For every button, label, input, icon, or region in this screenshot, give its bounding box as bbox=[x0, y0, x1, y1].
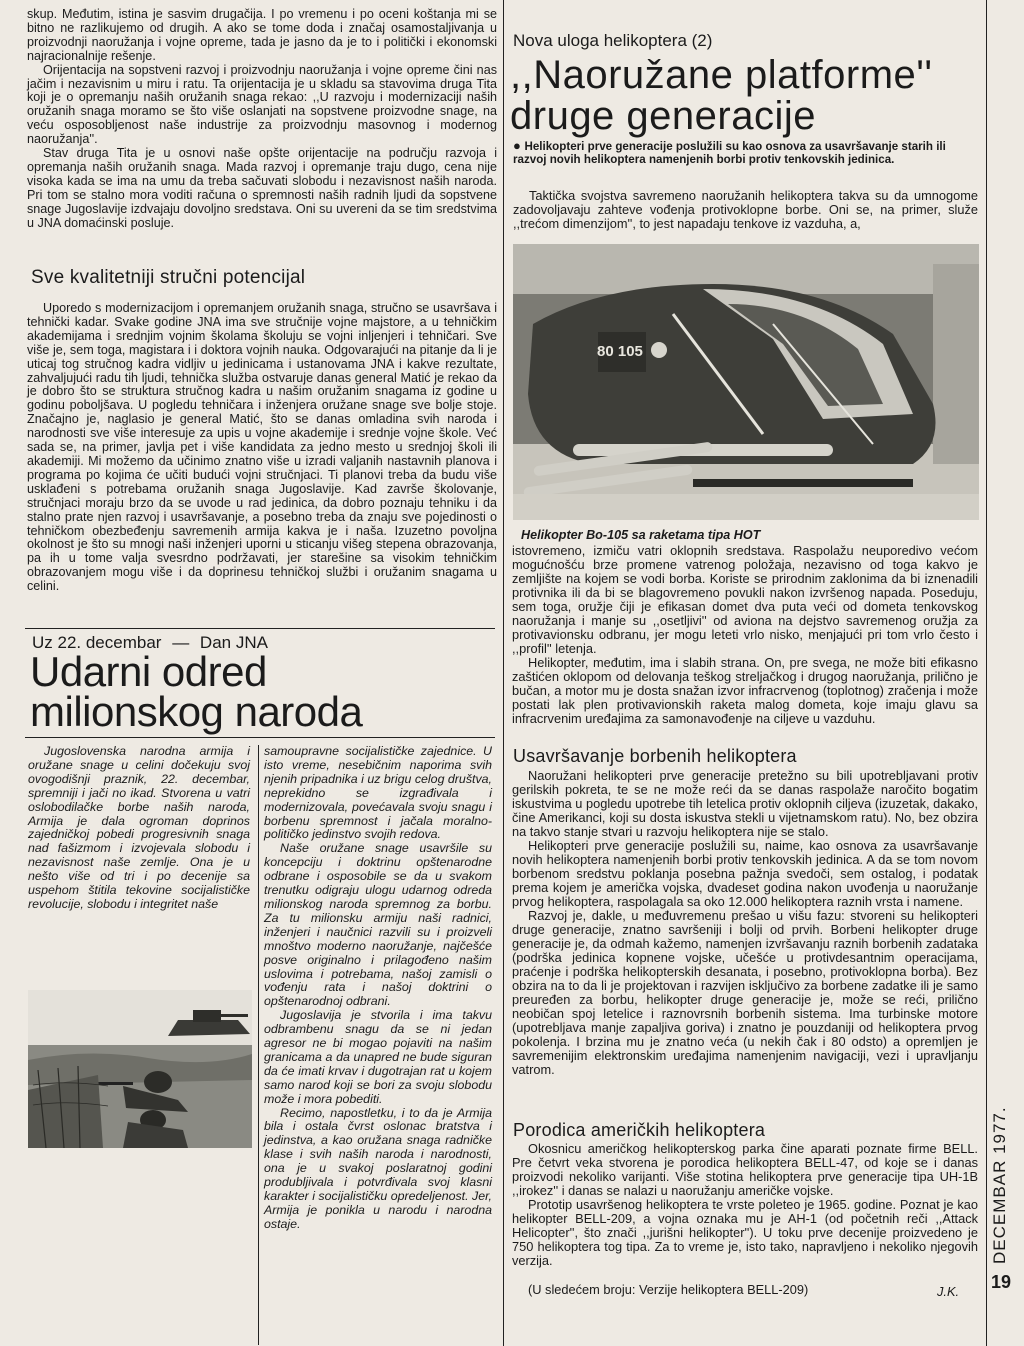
left-column-subtext bbox=[27, 302, 497, 594]
heli-body bbox=[512, 544, 978, 726]
lead-block bbox=[513, 140, 978, 166]
author-signature: J.K. bbox=[937, 1284, 960, 1299]
lead-text: Helikopteri prve generacije poslužili su kao osnova za usavršavanje starih ili razvoj novih helikoptera namenjenih borbi protiv tenkovskih jedinica. bbox=[513, 140, 946, 166]
paragraph: Okosnicu američkog helikopterskog parka čine aparati poznate firme BELL. Pre četvrt veka stvorena je porodica helikoptera BELL-47, od koje se i danas proizvodi nekoliko varijanti. Više stotina helikoptera prve generacije tipa UH-1B ,,irokez'' i danas se nalazi u naoružanju američke vojske. bbox=[512, 1141, 978, 1198]
photo-marking: 80 105 bbox=[597, 343, 643, 360]
page-number: 19 bbox=[991, 1272, 1012, 1292]
paragraph: Uporedo s modernizacijom i opremanjem oružanih snaga, stručno se usavršava i tehnički kadar. Svake godine JNA ima sve stručnije vojne majstore, a u tehničkim akademijama i srednjim vojnim školama školuju se vojni inljenjeri i tehničari. Sve više je, sem toga, magistara i i doktora vojnih nauka. Odgovarajući na pitanje da li je uticaj tog stručnog kadra vidljiv u jedinicama i ustanovama JNA i kakve rezultate, zahvaljujući radu tih ljudi, tehnička služba ostvaruje danas general Matić je rekao da je dobro što se struktura stručnog kadra u našim oružanim snagama iz godine u godinu poboljšava. U pogledu tehničara i inženjera oružane snage sve bolje stoje. Značajno je, naglasio je general Matić, što se danas omladina svih naroda i narodnosti sve više interesuje za upis u vojne akademije i srednje vojne škole. Već sada se, na primer, javlja pet i više kandidata za jedno mesto u srednjoj školi ili akademiji. Mi možemo da učinimo znatno više u izradi valjanih nastavnih planova i programa po kojima će učiti budući vojni stručnjaci. Ti planovi treba da budu više usklađeni s potrebama oružanih snaga Jugoslavije. Kad završe školovanje, stručnjaci moraju brzo da se uvode u rad jedinica, da dobro poznaju tehniku i da stalno prate njen razvoj i usavršavanje, a posebno treba da znaju sve pojedinosti o tehničkom obezbeđenju savremenih armija kakva je i naša. Izuzetno povoljna okolnost je što su mnogi naši inženjeri uporni u sticanju višeg stepena obrazovanja, pa ih u tome valja svesrdno podržavati, jer starešine sa visokim tehničkim obrazovanjem mogu više i da doprinesu tehničkoj službi i oružanim snagama u celini. bbox=[27, 301, 497, 594]
margin-divider bbox=[986, 0, 987, 1346]
photo-caption: Helikopter Bo-105 sa raketama tipa HOT bbox=[521, 528, 761, 542]
heli-title bbox=[510, 54, 933, 136]
heli-body-2 bbox=[512, 769, 978, 1077]
kicker-day: Dan JNA bbox=[199, 633, 268, 652]
jna-bottom-rule bbox=[25, 737, 495, 738]
subheading: Usavršavanje borbenih helikoptera bbox=[513, 746, 797, 766]
issue-date: DECEMBAR 1977. bbox=[990, 1106, 1009, 1264]
jna-column-2 bbox=[264, 745, 492, 1232]
helicopter-image bbox=[513, 244, 979, 520]
column-divider bbox=[503, 0, 504, 1346]
paragraph: Recimo, napostletku, i to da je Armija bila i ostala čvrst oslonac bratstva i jedinstva, a kao oružana snaga radničke klase i svih naših naroda i narodnosti, ona je u svakoj poslaratnoj godini produbljivala i potvrđivala svoj klasni karakter i socijalističku opredeljenost. Jer, Armija je ponikla u narodu i narodna ostaje. bbox=[264, 1105, 492, 1231]
paragraph: Jugoslovenska narodna armija i oružane snage u celini dočekuju svoj ovogodišnji praznik, 22. decembar, spremniji i jači no ikad. Stvorena u vatri oslobodilačke borbe naših naroda, Armija je dala ogroman doprinos zajedničkoj pobedi progresivnih snaga nad fašizmom i izvojevala slobodu i nezavisnost naše zemlje. Ona je u nešto više od tri i po decenije sa uspehom štitila tekovine socijalističke revolucije, slobodu i integritet naše bbox=[28, 744, 250, 911]
bullet-icon: ● bbox=[513, 138, 525, 153]
helicopter-photo bbox=[513, 244, 979, 520]
title-line: ,,Naoružane platforme'' bbox=[510, 53, 933, 97]
soldiers-image bbox=[28, 990, 252, 1148]
paragraph: Orijentacija na sopstveni razvoj i proizvodnju naoružanja i vojne opreme čini nas jačim i nezavisnim u miru i ratu. Ta orijentacija je u skladu sa stavovima druga Tita koji je o opremanju naših oružanih snaga rekao: ,,U razvoju i modernizaciji naših oružanih snaga moramo se što više oslanjati na sopstvene proizvodne snage, na veću osposobljenost naše industrije za proizvodnju masovnog i modernog naoružanja''. bbox=[27, 62, 497, 147]
jna-column-1 bbox=[28, 745, 250, 912]
paragraph: Prototip usavršenog helikoptera te vrste poleteo je 1965. godine. Poznat je kao helikopter BELL-209, a vojna oznaka mu je AH-1 (od početnih reči ,,Attack Helicopter'', što znači ,,jurišni helikopter''). U toku prve decenije proizvedeno je 750 helikoptera tog tipa. Za to vreme je, isto tako, napravljeno i nekoliko njegovih verzija. bbox=[512, 1197, 978, 1268]
left-column-text bbox=[27, 8, 497, 231]
paragraph: istovremeno, izmiču vatri oklopnih sredstava. Raspolažu neuporedivo većom mogućnošću brze promene vatrenog položaja, nezavisno od toga kakvo je zemljište na kojem se vodi borba. Koriste se prirodnim zaklonima da bi iznenadili protivnika ili da bi se blagovremeno povukli nakon izvršenog napada. Poseduju, sem toga, oružje čiji je efikasan domet dva puta veći od dometa tenkovskog naoružanja i manje su ,,osetljivi'' od aviona na dejstvo savremenog oružja za protivavionsku odbranu, jer mogu leteti vrlo nisko, menjajući pri tom vrlo često i ,,profil'' letenja. bbox=[512, 543, 978, 656]
subheading: Sve kvalitetniji stručni potencijal bbox=[31, 267, 306, 288]
paragraph: skup. Međutim, istina je sasvim drugačija. I po vremenu i po oceni koštanja mi se bitno ne razlikujemo od drugih. A ako se tome doda i značaj osamostaljivanja u proizvodnji naoružanja i vojne opreme, tada je jasno da je to i politički i ekonomski najracionalnije rešenje. bbox=[27, 7, 497, 63]
paragraph: Stav druga Tita je u osnovi naše opšte orijentacije na području razvoja i opremanja naših oružanih snaga. Mada razvoj i opremanje traju dugo, cena nije visoka kada se ima na umu da treba sačuvati slobodu i nezavisnost naših naroda. Pri tom se stalno mora voditi računa o spremnosti naših radnih ljudi da sopstvene snage Jugoslavije izdvajaju dovoljno sredstava. Oni su uvereni da se tim sredstvima u JNA domaćinski posluje. bbox=[27, 146, 497, 230]
kicker-date: Uz 22. decembar bbox=[32, 633, 162, 652]
paragraph: Razvoj je, dakle, u međuvremenu prešao u višu fazu: stvoreni su helikopteri druge generacije, znatno savršeniji i bolji od prvih. Borbeni helikopter druge generacije je, da odmah kažemo, namenjen izvršavanju raznih borbenih zadataka (podrška jedinica kopnene vojske, učešće u protivdesantnim operacijama, praćenje i podrška helikopterskih desanata, i posebno, protivoklopna borba). Bez obzira na to da li je projektovan i razvijen isključivo za borbene zadatke ili je samo preuređen za borbu, helikopter druge generacije je, može se reći, prilično neobičan spoj letelice i raznovrsnih borbenih sistema. Ima turbinske motore (upotrebljava manje zapaljiva goriva) i znatno je pouzdaniji od helikoptera prvog pokolenja. I brzina mu je znatno veća (u nekih čak i 80 odsto) a opremljen je savremenijim elektronskim uređajima namenjenim navigaciji, vezi i upravljanju vatrom. bbox=[512, 908, 978, 1077]
kicker-dash: — bbox=[172, 633, 190, 652]
jna-column-divider bbox=[258, 745, 259, 1345]
paragraph: Helikopteri prve generacije poslužili su, naime, kao osnova za usavršavanje novih helikoptera namenjenih borbi protiv tenkovskih jedinica. A da se tom novom borbenom sredstvu poklanja posebna pažnja svedoči, sem ostalog, i podatak prema kojem je američka vojska, dvadeset godina nakon uvođenja u naoružanje prvog helikoptera, raspolagala sa oko 12.000 helikoptera raznih vrsta i namene. bbox=[512, 838, 978, 909]
paragraph: Naše oružane snage usavršile su koncepciju i doktrinu opštenarodne odbrane i osposobile se da u svakom trenutku odigraju ulogu udarnog odreda milionskog naroda spremnog za borbu. Za tu milionsku armiju naši radnici, inženjeri i naučnici razvili su i proizveli mnoštvo moderno naoružanje, najčešće posve originalno i prilagođeno našim uslovima i potrebama, našoj zamisli o vođenju rata i našoj doktrini o opštenarodnoj odbrani. bbox=[264, 841, 492, 1009]
paragraph: Taktička svojstva savremeno naoružanih helikoptera takva su da umnogome zadovoljavaju zahteve vođenja protivoklopne borbe. Oni se, na primer, služe ,,trećom dimenzijom'', to jest napadaju tenkove iz vazduha, a, bbox=[513, 188, 978, 231]
jna-top-rule bbox=[25, 628, 495, 629]
subheading: Porodica američkih helikoptera bbox=[513, 1120, 766, 1140]
paragraph: Jugoslavija je stvorila i ima takvu odbrambenu snagu da se ni jedan agresor ne bi mogao pojaviti na našim granicama a da unapred ne bude siguran da će imati krvav i dugotrajan rat u kojem samo narod koji se bori za svoju slobodu može i mora pobediti. bbox=[264, 1008, 492, 1106]
paragraph: Naoružani helikopteri prve generacije pretežno su bili upotrebljavani protiv gerilskih pokreta, te se ne može reći da se danas raspolaže naročito bogatim iskustvima u pogledu upotrebe tih letelica protiv oklopnih ciljeva (izuzetak, dakako, čine Amerikanci, koji su dosta iskustva stekli u vijetnamskom ratu). No, bez obzira na takvo stanje stvari u razvoju helikoptera nije se stalo. bbox=[512, 768, 978, 839]
soldiers-photo bbox=[28, 990, 252, 1148]
paragraph: Helikopter, međutim, ima i slabih strana. On, pre svega, ne može biti efikasno zaštićen oklopom od delovanja teškog streljačkog i drugog naoružanja, prilično je bučan, a motor mu je dosta snažan izvor infracrvenog (toplotnog) zračenja i može postati lak plen protivavionskih raketa malog dometa, koje imaju glavu sa infracrvenim uređajima za samonavođenje na ciljeve u vazduhu. bbox=[512, 655, 978, 726]
heli-body-3 bbox=[512, 1142, 978, 1268]
series-label: Nova uloga helikoptera (2) bbox=[513, 31, 713, 50]
next-issue-note: (U sledećem broju: Verzije helikoptera BELL-209) bbox=[528, 1282, 809, 1297]
title-line: Udarni odred bbox=[30, 648, 267, 695]
heli-intro bbox=[513, 189, 978, 231]
jna-title bbox=[30, 648, 363, 735]
paragraph: samoupravne socijalističke zajednice. U isto vreme, nesebičnim naporima svih njenih pripadnika i uz brigu celog društva, neprekidno se izgrađivala i modernizovala, povećavala svoju snagu i borbenu spremnost i jačala moralno-političko jedinstvo svojih redova. bbox=[264, 744, 492, 842]
title-line: druge generacije bbox=[510, 94, 816, 138]
title-line: milionskog naroda bbox=[30, 688, 363, 735]
